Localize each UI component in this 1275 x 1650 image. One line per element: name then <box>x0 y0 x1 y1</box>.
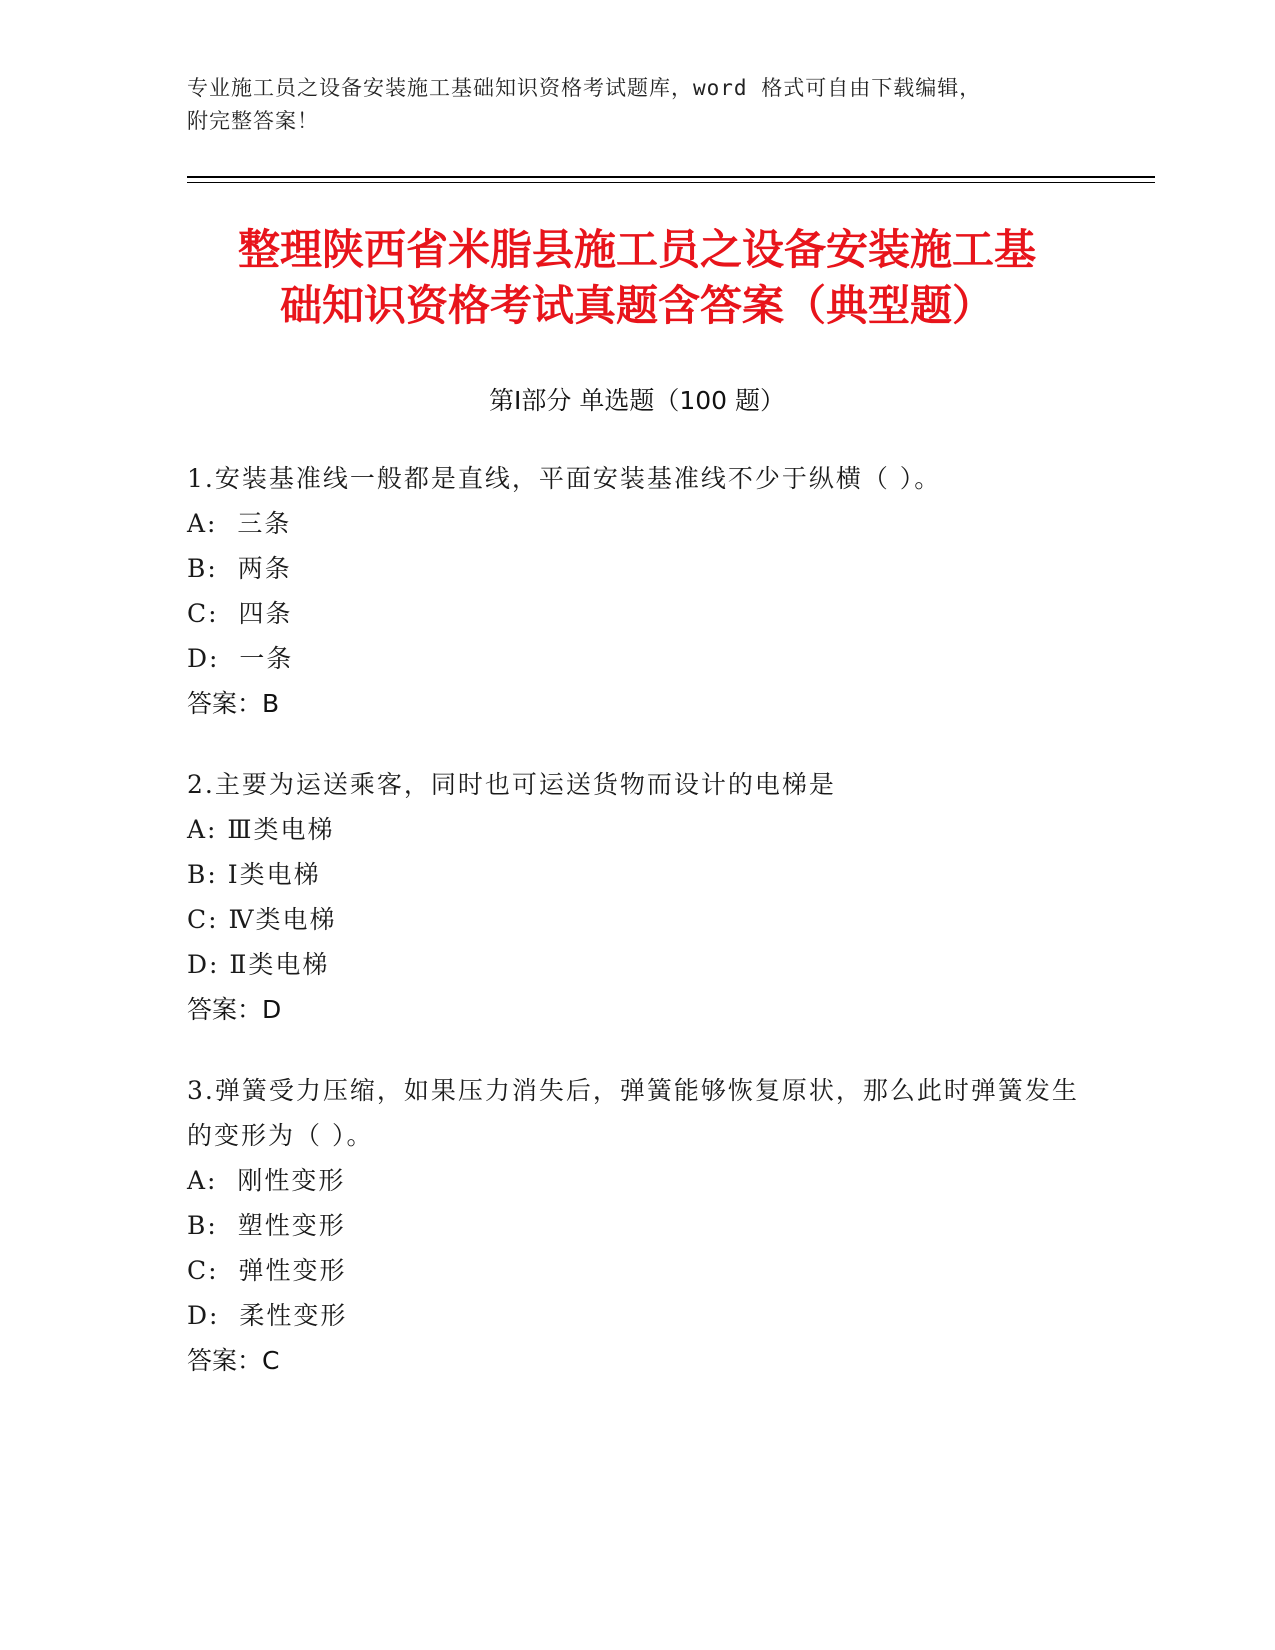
option-a: A: Ⅲ类电梯 <box>187 815 335 844</box>
header-divider-thick <box>187 176 1155 178</box>
header-divider-thin <box>187 182 1155 183</box>
answer: 答案：B <box>187 689 280 718</box>
option-c: C: 弹性变形 <box>187 1256 347 1285</box>
answer: 答案：D <box>187 995 282 1024</box>
option-a: A: 三条 <box>187 509 292 538</box>
option-c: C: 四条 <box>187 599 293 628</box>
header-note <box>187 72 1087 138</box>
document-title <box>187 222 1087 334</box>
question-stem: 3.弹簧受力压缩，如果压力消失后，弹簧能够恢复原状，那么此时弹簧发生的变形为（ ）。 <box>187 1076 1079 1150</box>
option-d: D: 柔性变形 <box>187 1301 348 1330</box>
document-title-line-1: 整理陕西省米脂县施工员之设备安装施工基 <box>237 225 1036 274</box>
header-note-line-2: 附完整答案！ <box>187 109 319 133</box>
option-c: C: Ⅳ类电梯 <box>187 905 337 934</box>
option-b: B: Ⅰ类电梯 <box>187 860 321 889</box>
header-note-line-1: 专业施工员之设备安装施工基础知识资格考试题库，word 格式可自由下载编辑， <box>187 76 982 100</box>
answer: 答案：C <box>187 1346 280 1375</box>
question-stem: 1.安装基准线一般都是直线，平面安装基准线不少于纵横（ ）。 <box>187 464 942 493</box>
option-d: D: Ⅱ类电梯 <box>187 950 330 979</box>
option-b: B: 塑性变形 <box>187 1211 346 1240</box>
question-2 <box>187 762 1087 1032</box>
question-stem: 2.主要为运送乘客，同时也可运送货物而设计的电梯是 <box>187 770 836 799</box>
section-title: 第Ⅰ部分 单选题（100 题） <box>489 386 785 415</box>
document-title-line-2: 础知识资格考试真题含答案（典型题） <box>279 281 994 330</box>
question-1 <box>187 456 1087 726</box>
option-d: D: 一条 <box>187 644 294 673</box>
option-b: B: 两条 <box>187 554 292 583</box>
option-a: A: 刚性变形 <box>187 1166 346 1195</box>
question-3 <box>187 1068 1087 1383</box>
